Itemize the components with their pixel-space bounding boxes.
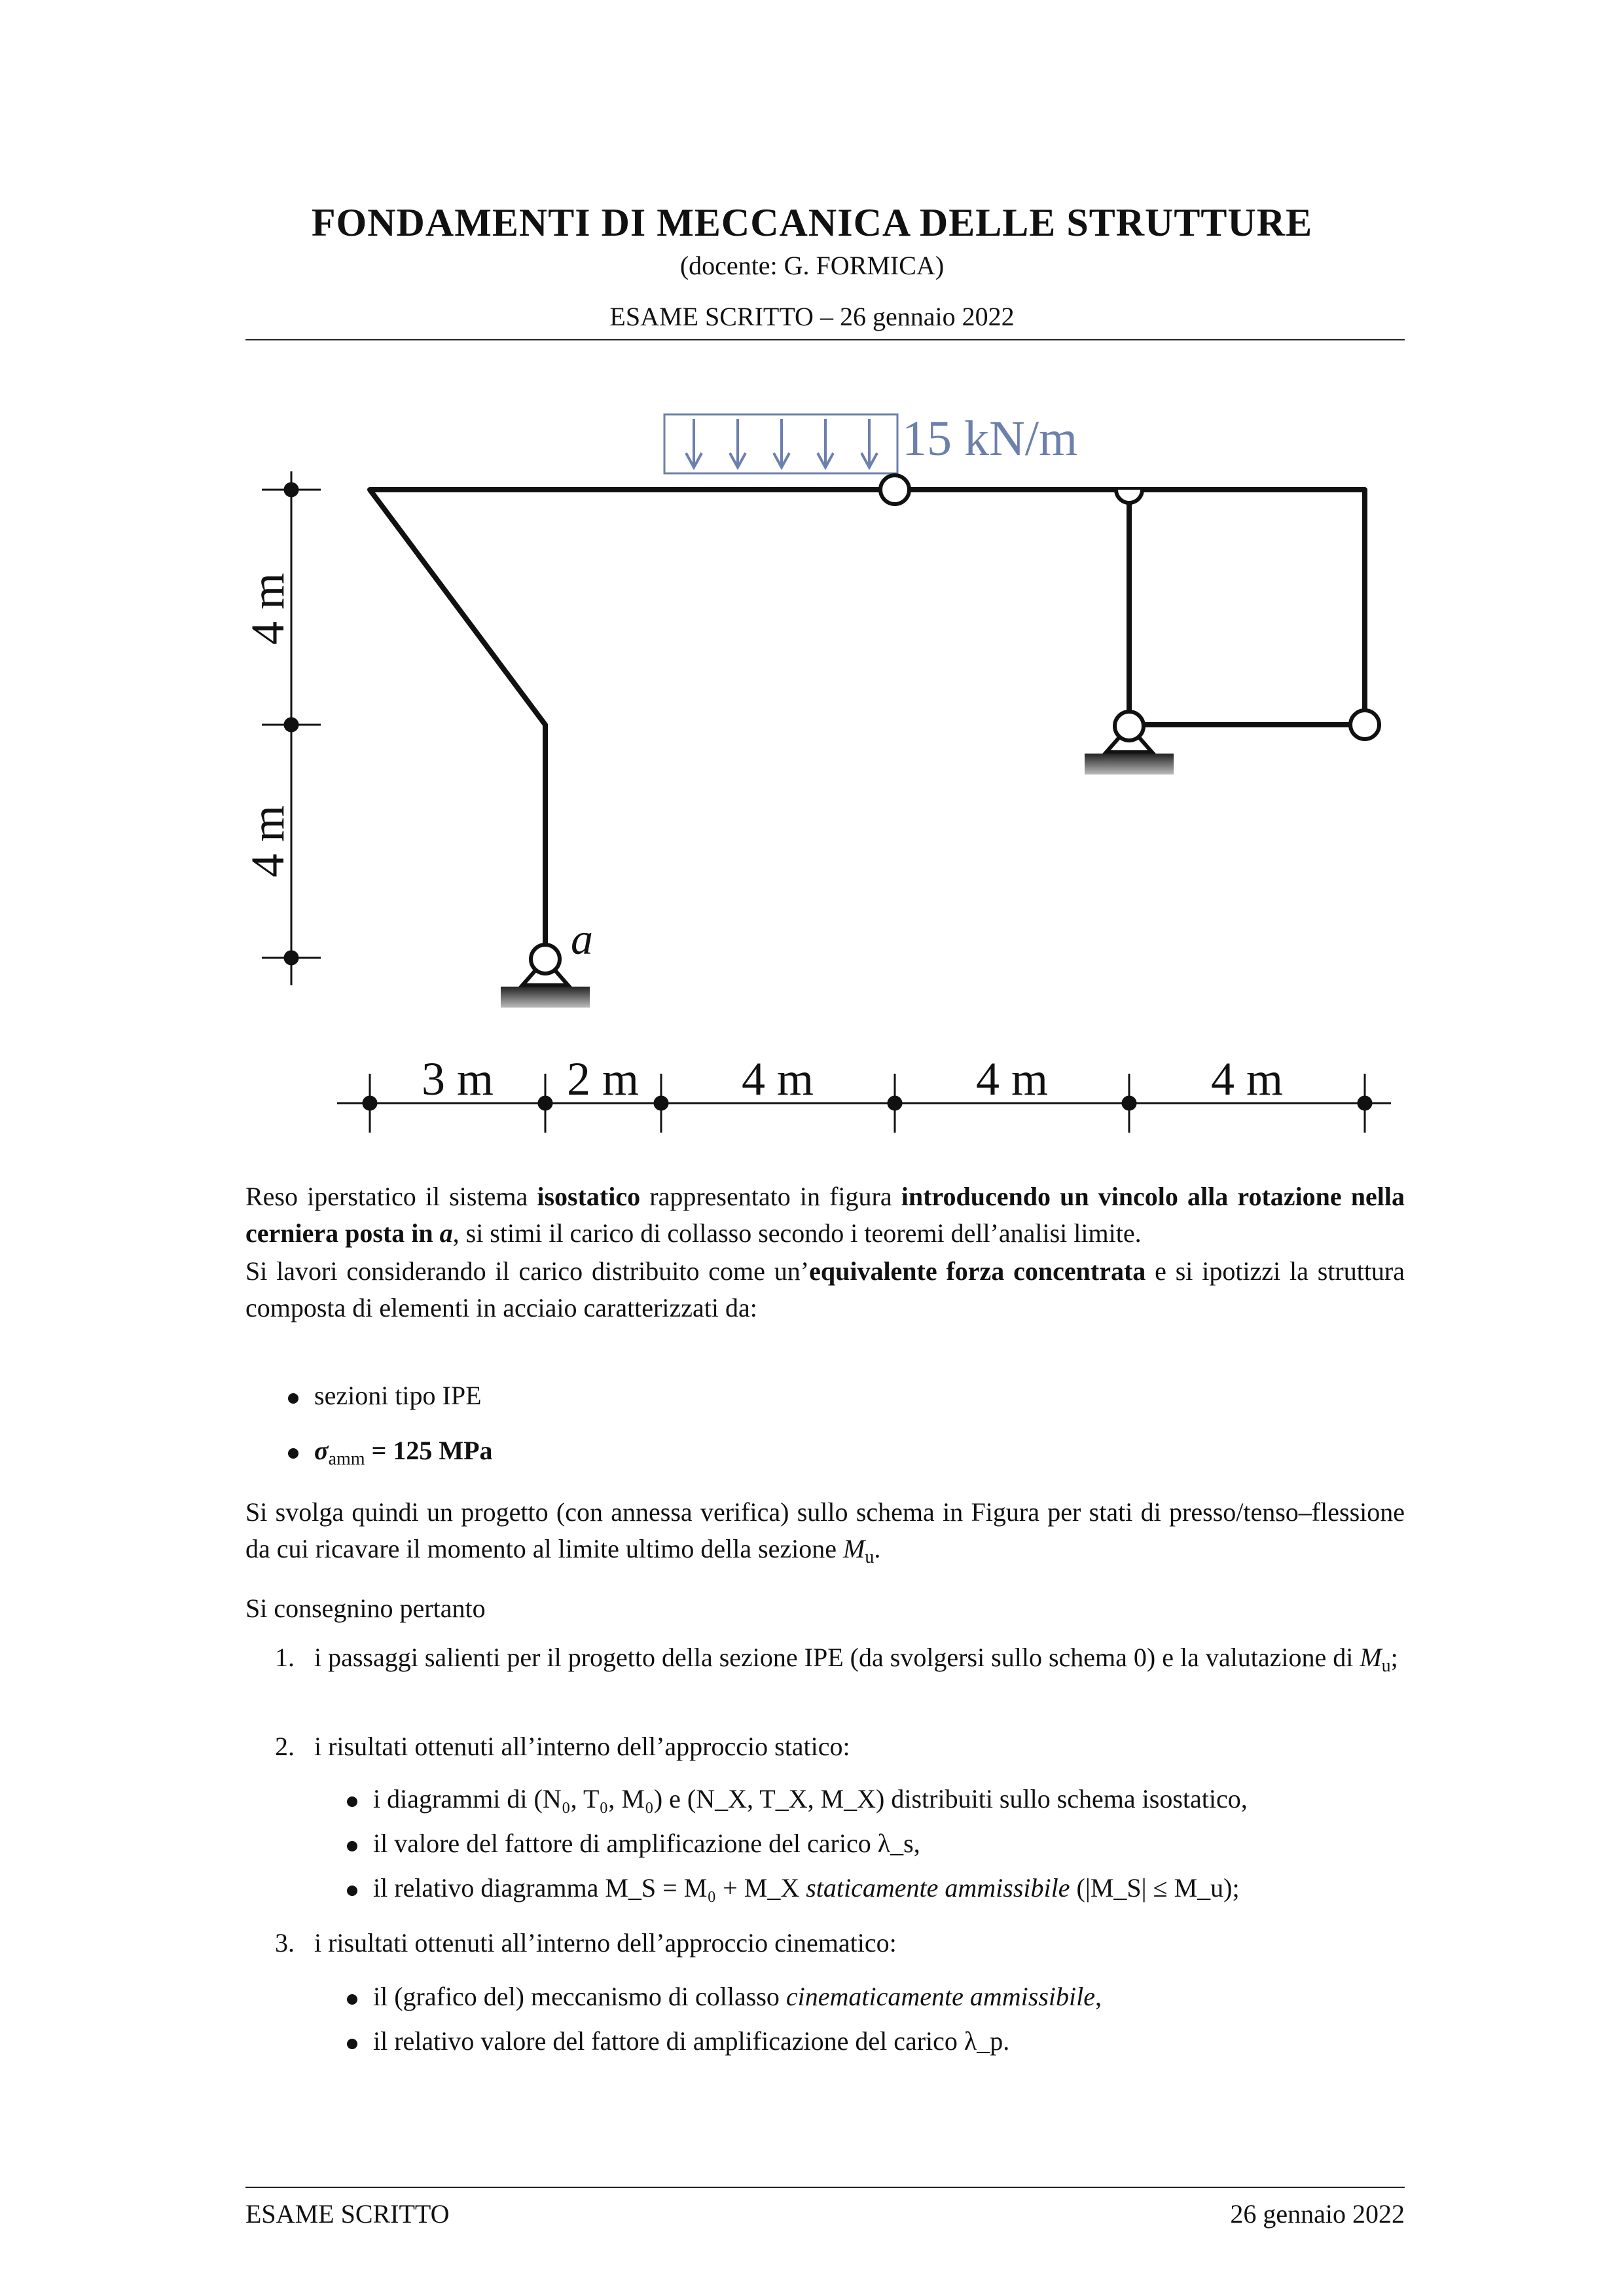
- horizontal-dim-5: 4 m: [1210, 1053, 1284, 1105]
- list-item: 1. i passaggi salienti per il progetto della sezione IPE (da svolgersi sullo schema 0) e la valutazione di $M_u$;: [275, 1643, 1398, 1676]
- bullet-icon: [347, 1886, 357, 1896]
- load-arrows-icon: [686, 419, 877, 467]
- bullet-icon: [347, 1994, 357, 2005]
- page-subtitle: (docente: G. FORMICA): [679, 251, 945, 280]
- design-statement: [245, 1494, 1405, 1627]
- footer-right: 26 gennaio 2022: [1230, 2199, 1405, 2229]
- list-item: il relativo valore del fattore di amplificazione del carico λ_p.: [347, 2023, 1009, 2060]
- list-item: il relativo diagramma M_S = M₀ + M_X staticamente ammissibile (|M_S| ≤ M_u);: [347, 1870, 1240, 1906]
- vertical-dim-lower: 4 m: [242, 805, 294, 878]
- paragraph-intro: Reso iperstatico il sistema isostatico rappresentato in figura introducendo un vincolo alla rotazione nella cerniera posta in a, si stimi il carico di collasso secondo i teoremi dell’analisi limite.: [245, 1182, 1405, 1248]
- list-item: il (grafico del) meccanismo di collasso cinematicamente ammissibile,: [347, 1978, 1102, 2015]
- horizontal-dim-3: 4 m: [741, 1053, 814, 1105]
- vertical-dimension: [262, 471, 321, 985]
- paragraph-deliverables: Si consegnino pertanto: [245, 1594, 486, 1623]
- list-item: i diagrammi di (N₀, T₀, M₀) e (N_X, T_X, M_X) distribuiti sullo schema isostatico,: [347, 1781, 1248, 1817]
- bullet-icon: [288, 1448, 298, 1459]
- paragraph-load: Si lavori considerando il carico distribuito come un’equivalente forza concentrata e si ipotizzi la struttura composta di elementi in acciaio caratterizzati da:: [245, 1256, 1405, 1322]
- node-label-a: a: [571, 914, 593, 964]
- problem-statement: [245, 1178, 1405, 1326]
- vertical-dim-upper: 4 m: [242, 572, 294, 646]
- list-item: sezioni tipo IPE: [288, 1377, 482, 1414]
- footer-divider: [245, 2187, 1405, 2188]
- page-title: FONDAMENTI DI MECCANICA DELLE STRUTTURE: [311, 201, 1313, 244]
- horizontal-dim-1: 3 m: [421, 1053, 494, 1105]
- bullet-icon: [347, 1841, 357, 1851]
- horizontal-dim-2: 2 m: [566, 1053, 640, 1105]
- bullet-icon: [347, 2039, 357, 2049]
- distributed-load: [664, 414, 897, 473]
- exam-date-line: ESAME SCRITTO – 26 gennaio 2022: [609, 302, 1015, 331]
- list-item: il valore del fattore di amplificazione del carico λ_s,: [347, 1825, 920, 1862]
- header-divider: [245, 339, 1405, 340]
- right-hinge: [1350, 710, 1379, 739]
- load-label: 15 kN/m: [902, 411, 1078, 466]
- list-item: $\sigma_{amm} = 125$ MPa: [288, 1432, 493, 1478]
- footer-left: ESAME SCRITTO: [245, 2199, 450, 2229]
- horizontal-dim-4: 4 m: [975, 1053, 1049, 1105]
- bullet-icon: [288, 1393, 298, 1404]
- frame-members: [370, 490, 1365, 958]
- top-hinge: [1116, 490, 1142, 503]
- list-item: 3. i risultati ottenuti all’interno dell’approccio cinematico:: [275, 1928, 897, 1958]
- paragraph-design: Si svolga quindi un progetto (con annessa verifica) sullo schema in Figura per stati di presso/tenso–flessione da cui ricavare il momento al limite ultimo della sezione $M_u$.: [245, 1497, 1405, 1567]
- bullet-icon: [347, 1796, 357, 1807]
- list-item: 2. i risultati ottenuti all’interno dell’approccio statico:: [275, 1732, 850, 1761]
- internal-hinge: [880, 475, 909, 504]
- structure-figure: [0, 380, 1624, 1152]
- pin-support-right: [1085, 712, 1174, 774]
